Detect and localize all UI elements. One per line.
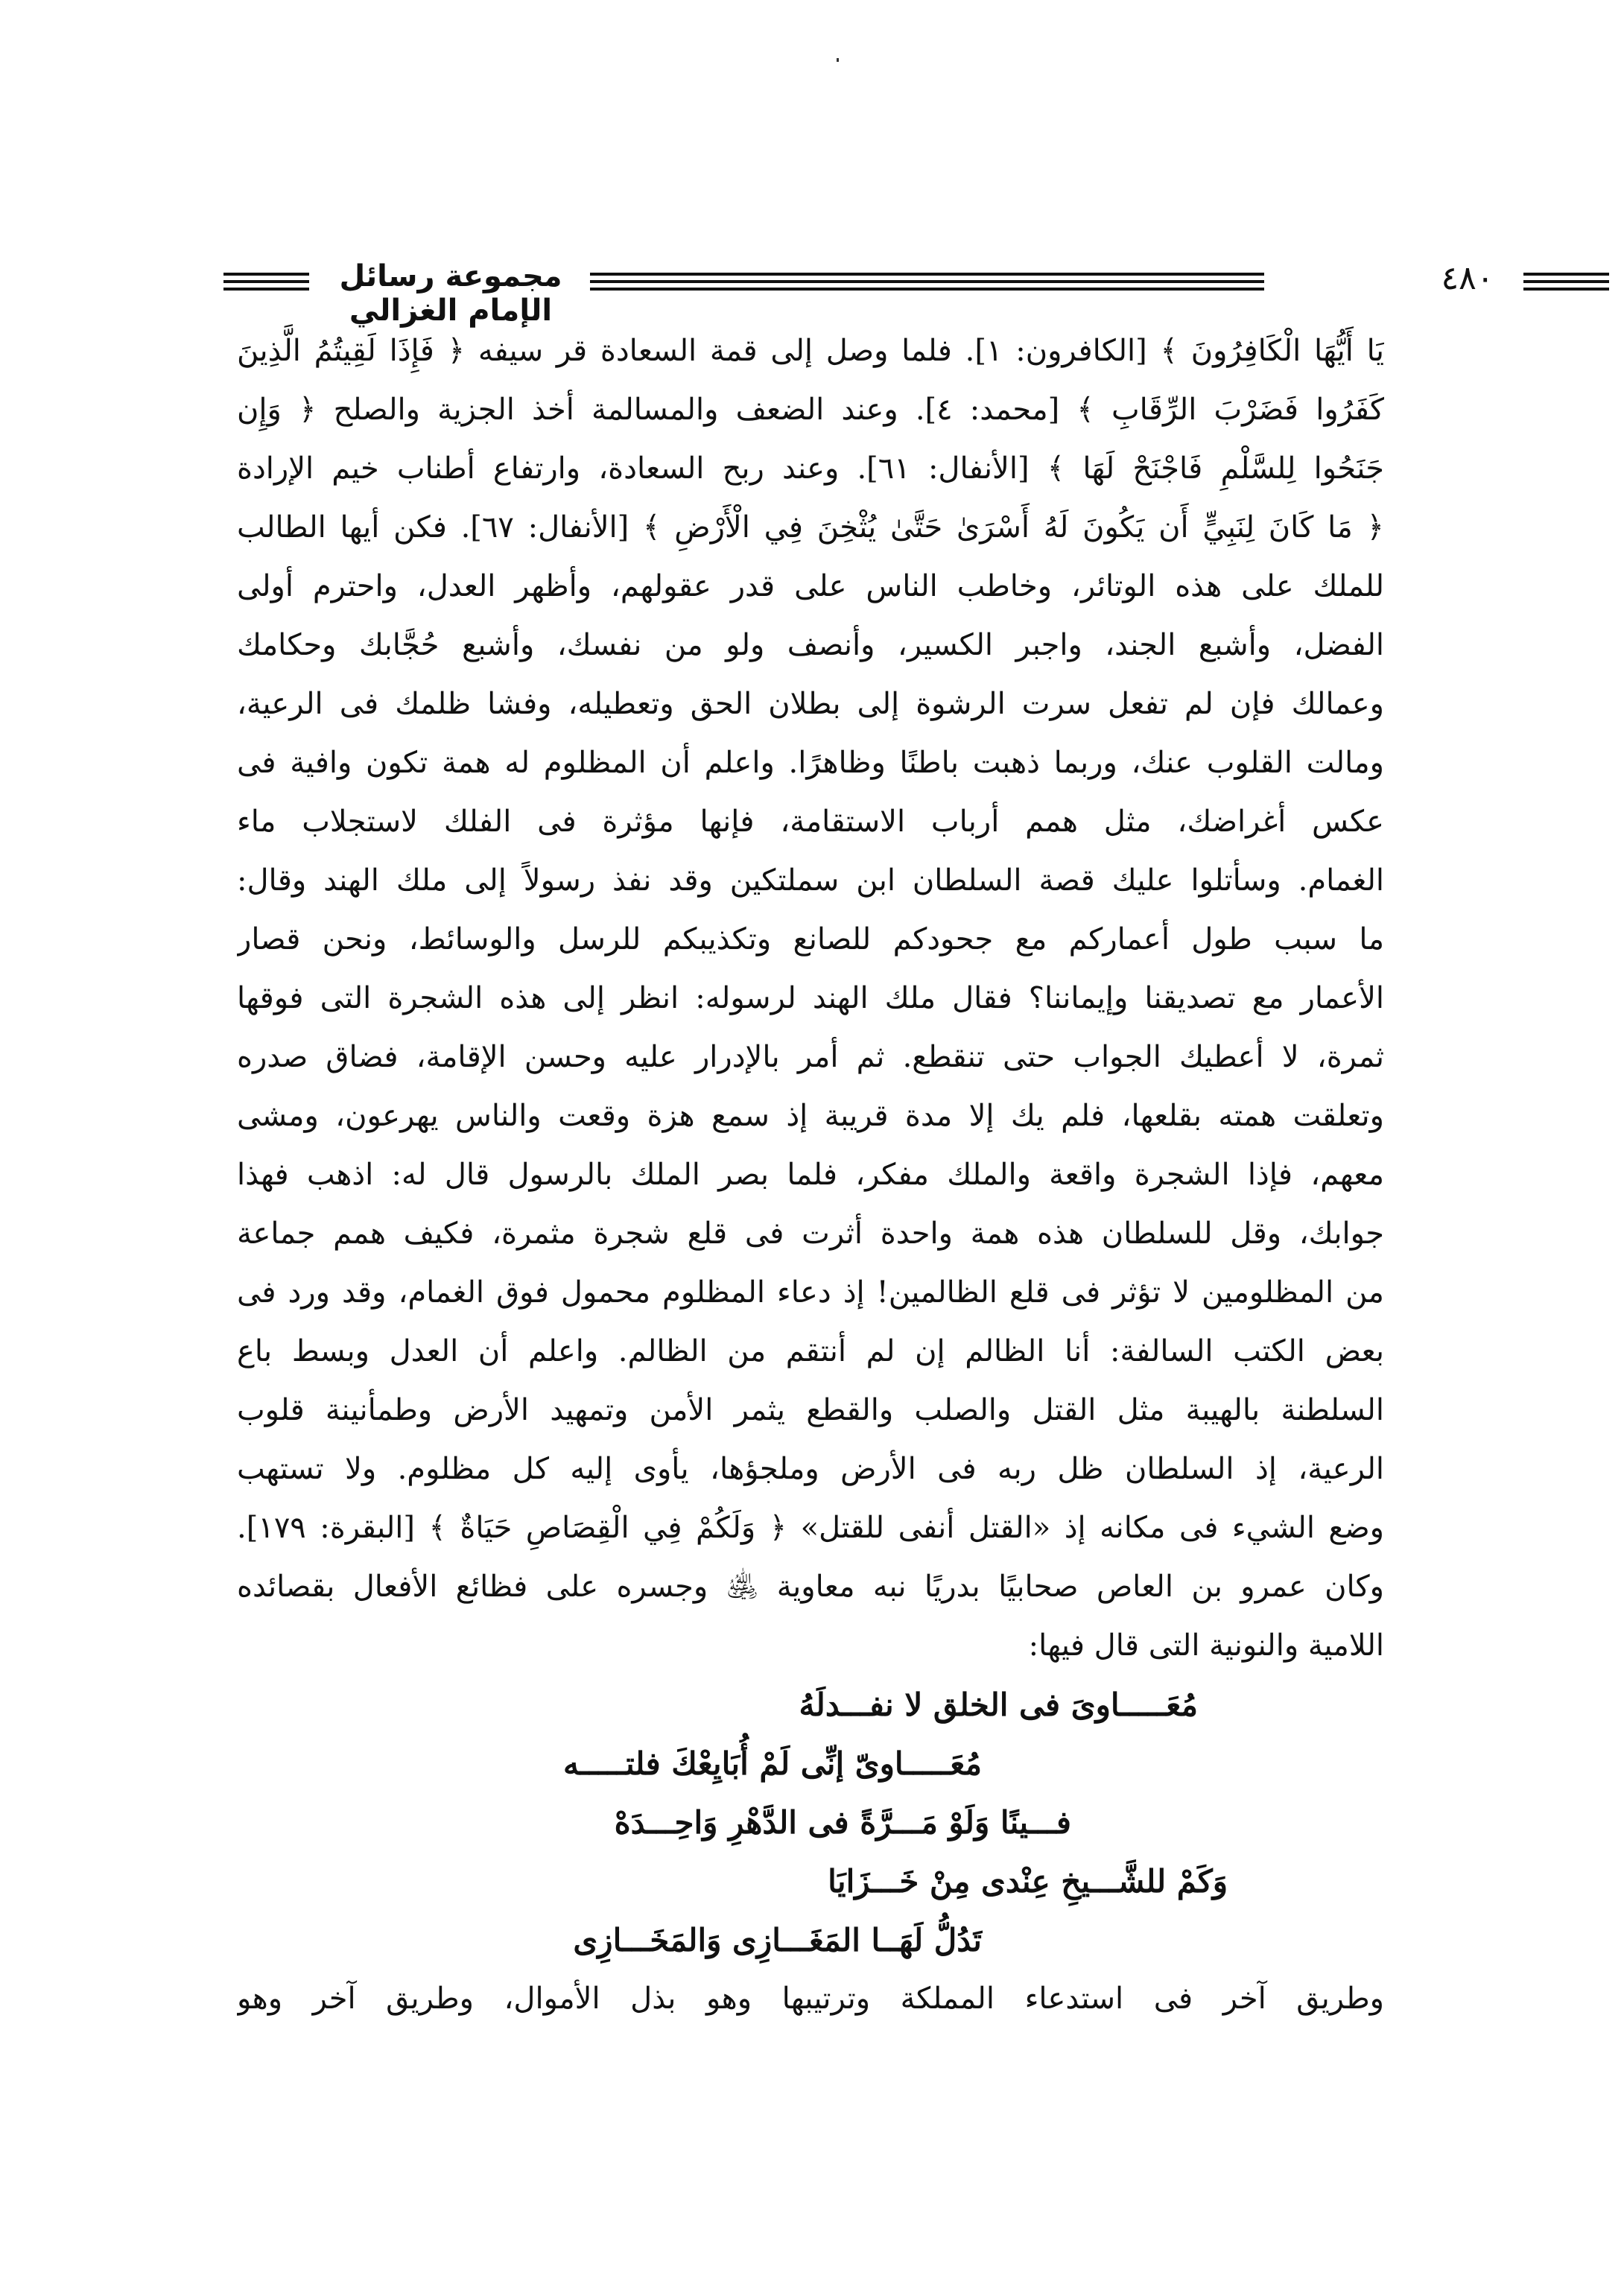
text-line: جَنَحُوا لِلسَّلْمِ فَاجْنَحْ لَهَا ﴾ [الأنفال: ٦١]. وعند ربح السعادة، وارتفاع أطناب خيم الإرادة — [237, 451, 1384, 486]
book-title: مجموعة رسائل الإمام الغزالي — [339, 259, 562, 328]
poem-verse: فـــينًا وَلَوْ مَـــرَّةً فى الدَّهْرِ وَاحِـــدَهْ — [614, 1804, 1071, 1841]
text-line: بعض الكتب السالفة: أنا الظالم إن لم أنتقم من الظالم. واعلم أن العدل وبسط باع — [237, 1334, 1384, 1368]
poem-block — [237, 1675, 1384, 1970]
poem-verse: مُعَـــــاوىّ إنِّى لَمْ أُبَايِعْكَ فلتـــــه — [562, 1745, 982, 1782]
page-number: ٤٨٠ — [1441, 259, 1494, 297]
text-line: السلطنة بالهيبة مثل القتل والصلب والقطع يثمر الأمن وتمهيد الأرض وطمأنينة قلوب — [237, 1393, 1384, 1427]
text-line: عكس أغراضك، مثل همم أرباب الاستقامة، فإنها مؤثرة فى الفلك لاستجلاب ماء — [237, 805, 1384, 839]
text-line: وضع الشيء فى مكانه إذ «القتل أنفى للقتل» ﴿ وَلَكُمْ فِي الْقِصَاصِ حَيَاةٌ ﴾ [البقرة: ١٧٩]. — [237, 1511, 1384, 1545]
text-line: جوابك، وقل للسلطان هذه همة واحدة أثرت فى قلع شجرة مثمرة، فكيف همم جماعة — [237, 1216, 1384, 1251]
text-line: من المظلومين لا تؤثر فى قلع الظالمين! إذ دعاء المظلوم محمول فوق الغمام، وقد ورد فى — [237, 1275, 1384, 1310]
text-line: الغمام. وسأتلوا عليك قصة السلطان ابن سملتكين وقد نفذ رسولاً إلى ملك الهند وقال: — [237, 863, 1384, 898]
text-line: ومالت القلوب عنك، وربما ذهبت باطنًا وظاهرًا. واعلم أن المظلوم له همة تكون وافية فى — [237, 746, 1384, 780]
text-line: يَا أَيُّهَا الْكَافِرُونَ ﴾ [الكافرون: ١]. فلما وصل إلى قمة السعادة قر سيفه ﴿ فَإِذَا لَقِيتُمُ الَّذِينَ — [237, 334, 1384, 368]
text-line: وكان عمرو بن العاص صحابيًا بدريًا نبه معاوية ﵁ وجسره على فظائع الأفعال بقصائده — [237, 1570, 1384, 1604]
text-line: وعمالك فإن لم تفعل سرت الرشوة إلى بطلان الحق وتعطيله، وفشا ظلمك فى الرعية، — [237, 687, 1384, 721]
text-line: كَفَرُوا فَضَرْبَ الرِّقَابِ ﴾ [محمد: ٤]. وعند الضعف والمسالمة أخذ الجزية والصلح ﴿ وَإِن — [237, 393, 1384, 427]
text-line: معهم، فإذا الشجرة واقعة والملك مفكر، فلما بصر الملك بالرسول قال له: اذهب فهذا — [237, 1158, 1384, 1192]
header-rule-middle — [590, 273, 1264, 292]
text-line: وتعلقت همته بقلعها، فلم يك إلا مدة قريبة إذ سمع هزة وقعت والناس يهرعون، ومشى — [237, 1099, 1384, 1133]
text-line: ﴿ مَا كَانَ لِنَبِيٍّ أَن يَكُونَ لَهُ أَسْرَىٰ حَتَّىٰ يُثْخِنَ فِي الْأَرْضِ ﴾ [الأنفال: ٦٧]. فكن أيها الطالب — [237, 510, 1384, 545]
poem-verse: تَدُلُّ لَهَــا المَغَـــازِى وَالمَخَـــازِى — [573, 1922, 982, 1958]
poem-verse: مُعَـــــاوىَ فى الخلق لا نفـــدلَهُ — [799, 1687, 1198, 1723]
text-line: اللامية والنونية التى قال فيها: — [1028, 1628, 1384, 1663]
scan-speck — [837, 58, 839, 62]
header-rule-left — [223, 273, 309, 292]
closing-text-line: وطريق آخر فى استدعاء المملكة وترتيبها وهو بذل الأموال، وطريق آخر وهو — [237, 1982, 1384, 2016]
text-line: ما سبب طول أعماركم مع جحودكم للصانع وتكذيبكم للرسل والوسائط، ونحن قصار — [237, 922, 1384, 956]
text-line: الأعمار مع تصديقنا وإيماننا؟ فقال ملك الهند لرسوله: انظر إلى هذه الشجرة التى فوقها — [237, 981, 1384, 1015]
text-line: للملك على هذه الوتائر، وخاطب الناس على قدر عقولهم، وأظهر العدل، واحترم أولى — [237, 569, 1384, 603]
running-header — [223, 253, 1494, 328]
text-line: ثمرة، لا أعطيك الجواب حتى تنقطع. ثم أمر بالإدرار عليه وحسن الإقامة، فضاق صدره — [237, 1040, 1384, 1074]
poem-verse: وَكَمْ للشَّـــيخِ عِنْدى مِنْ خَـــزَايَا — [828, 1863, 1228, 1900]
text-line: الفضل، وأشبع الجند، واجبر الكسير، وأنصف ولو من نفسك، وأشبع حُجَّابك وحكامك — [237, 628, 1384, 662]
header-rule-right — [1523, 273, 1609, 292]
text-line: الرعية، إذ السلطان ظل ربه فى الأرض وملجؤها، يأوى إليه كل مظلوم. ولا تستهب — [237, 1452, 1384, 1486]
body-text — [237, 322, 1384, 2028]
